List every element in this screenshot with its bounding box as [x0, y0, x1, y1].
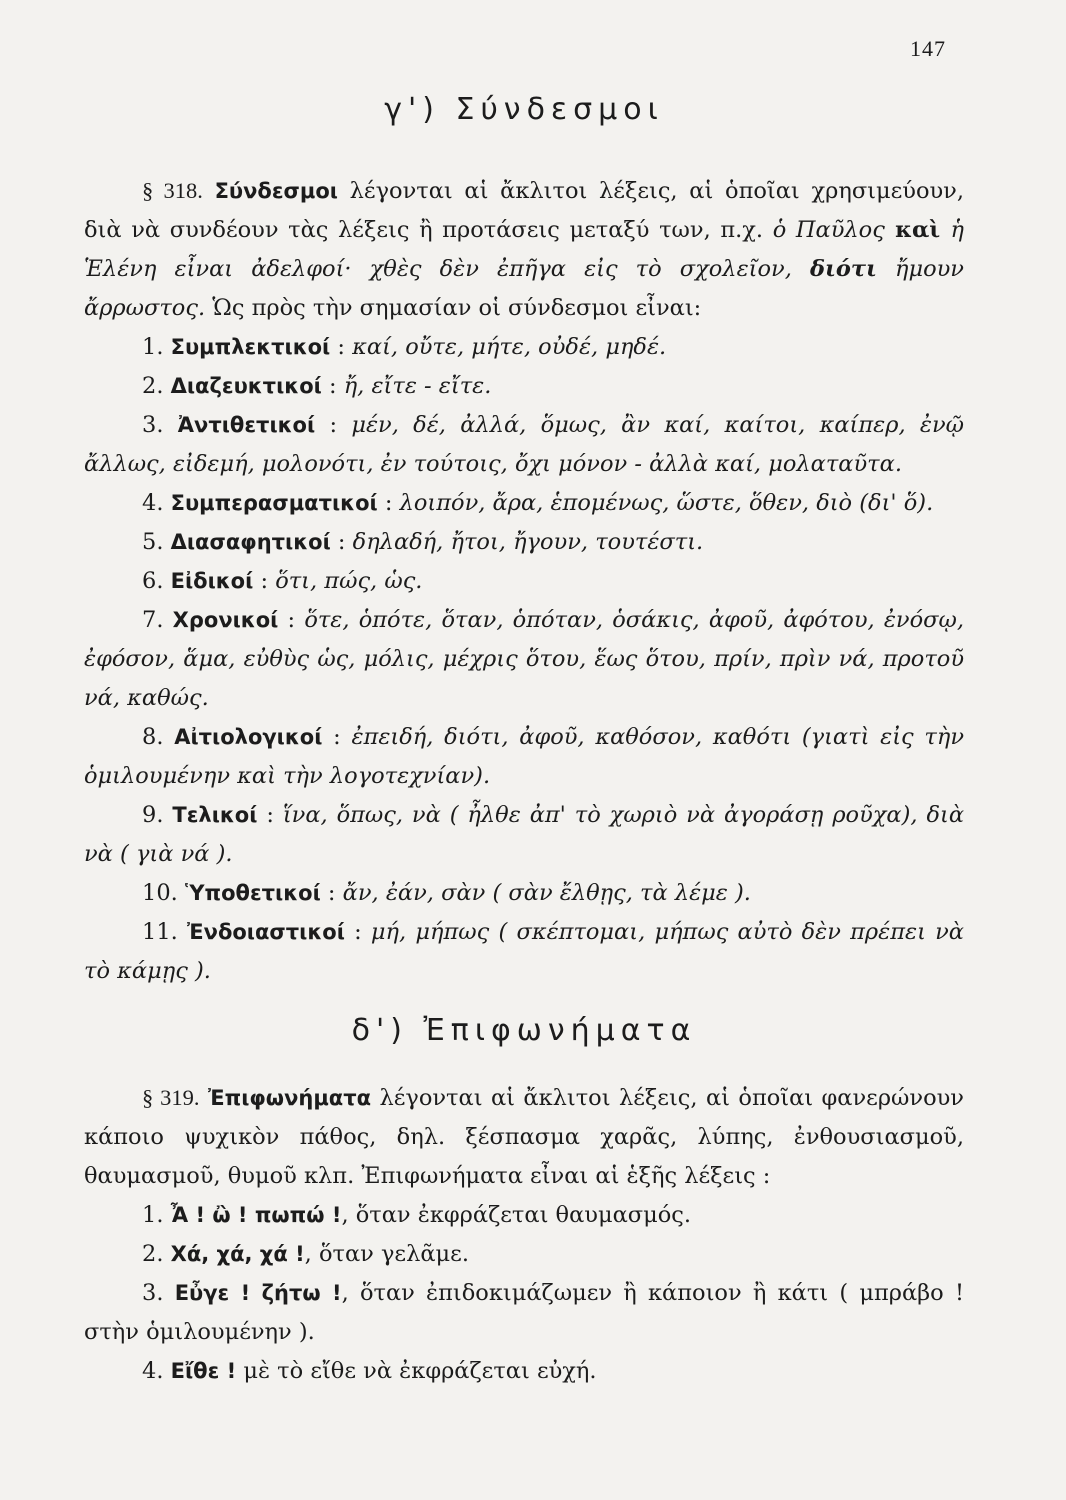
item-text: , ὅταν γελᾶμε.	[304, 1241, 469, 1267]
term: Διαζευκτικοί	[170, 374, 322, 398]
paragraph-text: λέγονται αἱ ἄκλιτοι λέξεις, αἱ ὁποῖαι φανερώνουν κάποιο ψυχικὸν πάθος, δηλ. ξέσπασμα χαρᾶς, λύπης, ἐνθουσιασμοῦ, θαυμασμοῦ, θυμοῦ κλπ. Ἐπιφωνήματα εἶναι αἱ ἑξῆς λέξεις :	[84, 1085, 964, 1189]
paragraph-text: λέγονται αἱ ἄκλιτοι λέξεις, αἱ ὁποῖαι χρησιμεύουν, διὰ νὰ συνδέουν τὰς λέξεις ἢ προτάσεις μεταξύ των, π.χ.	[84, 178, 965, 243]
paragraph-text: Ὡς πρὸς τὴν σημασίαν οἱ σύνδεσμοι εἶναι:	[205, 295, 702, 321]
list-item: 1. Συμπλεκτικοί : καί, οὔτε, μήτε, οὐδέ, μηδέ.	[142, 334, 667, 360]
term: Χά, χά, χά !	[170, 1242, 305, 1266]
term: Εἴθε !	[170, 1359, 237, 1383]
term: Ὑποθετικοί	[184, 881, 321, 905]
term-conjunctions: Σύνδεσμοι	[214, 179, 338, 203]
item-text: δηλαδή, ἤτοι, ἤγουν, τουτέστι.	[352, 529, 704, 555]
example-text: ὁ Παῦλος	[772, 217, 885, 243]
section-number: § 319.	[142, 1085, 200, 1110]
item-text: μέν, δέ, ἀλλά, ὅμως, ἂν καί, καίτοι, καίπερ, ἐνῷ ἄλλως, εἰδεμή, μολονότι, ἐν τούτοις, ὄχι μόνον - ἀλλὰ καί, μολαταῦτα.	[84, 412, 965, 477]
page-body	[84, 30, 964, 1391]
item-text: ἐπειδή, διότι, ἀφοῦ, καθόσον, καθότι (γιατὶ εἰς τὴν ὁμιλουμένην καὶ τὴν λογοτεχνίαν).	[84, 724, 964, 789]
paragraph-319	[84, 1078, 964, 1196]
term: Συμπλεκτικοί	[170, 335, 331, 359]
term: Ἀντιθετικοί	[177, 413, 316, 437]
list-item: 8. Αἰτιολογικοί : ἐπειδή, διότι, ἀφοῦ, καθόσον, καθότι (γιατὶ εἰς τὴν ὁμιλουμένην καὶ τὴν λογοτεχνίαν).	[84, 724, 964, 789]
page-number: 147	[910, 36, 946, 61]
example-text: ἤμουν ἄρρωστος.	[84, 256, 964, 321]
item-text: μὲ τὸ εἴθε νὰ ἐκφράζεται εὐχή.	[236, 1358, 597, 1384]
example-conjunction: καὶ	[884, 217, 951, 243]
term: Εἰδικοί	[170, 569, 254, 593]
example-text: ἡ Ἑλένη εἶναι ἀδελφοί· χθὲς δὲν ἐπῆγα εἰς τὸ σχολεῖον,	[84, 217, 964, 282]
term: Συμπερασματικοί	[170, 491, 378, 515]
item-text: ἄν, ἐάν, σὰν ( σὰν ἔλθῃς, τὰ λέμε ).	[342, 880, 751, 906]
list-item: 3. Εὖγε ! ζήτω !, ὅταν ἐπιδοκιμάζωμεν ἢ κάποιον ἢ κάτι ( μπράβο ! στὴν ὁμιλουμένην ).	[84, 1280, 964, 1345]
term: Τελικοί	[172, 803, 258, 827]
list-item: 4. Εἴθε ! μὲ τὸ εἴθε νὰ ἐκφράζεται εὐχή.	[142, 1358, 597, 1384]
list-item: 9. Τελικοί : ἵνα, ὅπως, νὰ ( ἦλθε ἀπ' τὸ χωριὸ νὰ ἀγοράσῃ ροῦχα), διὰ νὰ ( γιὰ νά ).	[84, 802, 965, 867]
term: Εὖγε ! ζήτω !	[174, 1281, 342, 1305]
list-item: 6. Εἰδικοί : ὅτι, πώς, ὡς.	[142, 568, 423, 594]
list-item: 10. Ὑποθετικοί : ἄν, ἐάν, σὰν ( σὰν ἔλθῃς, τὰ λέμε ).	[142, 880, 751, 906]
list-item: 5. Διασαφητικοί : δηλαδή, ἤτοι, ἤγουν, τουτέστι.	[142, 529, 704, 555]
list-item: 3. Ἀντιθετικοί : μέν, δέ, ἀλλά, ὅμως, ἂν καί, καίτοι, καίπερ, ἐνῷ ἄλλως, εἰδεμή, μολονότι, ἐν τούτοις, ὄχι μόνον - ἀλλὰ καί, μολαταῦτα.	[84, 412, 965, 477]
list-item: 2. Διαζευκτικοί : ἤ, εἴτε - εἴτε.	[142, 373, 492, 399]
term-interjections: Ἐπιφωνήματα	[207, 1086, 372, 1110]
item-text: ὅτι, πώς, ὡς.	[275, 568, 423, 594]
example-conjunction: διότι	[809, 256, 877, 282]
item-text: ἤ, εἴτε - εἴτε.	[343, 373, 492, 399]
term: Διασαφητικοί	[170, 530, 331, 554]
list-item: 4. Συμπερασματικοί : λοιπόν, ἄρα, ἑπομένως, ὥστε, ὅθεν, διὸ (δι' ὅ).	[142, 490, 934, 516]
list-item: 7. Χρονικοί : ὅτε, ὁπότε, ὅταν, ὁπόταν, ὁσάκις, ἀφοῦ, ἀφότου, ἐνόσῳ, ἐφόσον, ἅμα, εὐθὺς ὡς, μόλις, μέχρις ὅτου, ἕως ὅτου, πρίν, πρὶν νά, προτοῦ νά, καθώς.	[84, 607, 965, 711]
interjection-list	[84, 1196, 964, 1391]
item-text: ἵνα, ὅπως, νὰ ( ἦλθε ἀπ' τὸ χωριὸ νὰ ἀγοράσῃ ροῦχα), διὰ νὰ ( γιὰ νά ).	[84, 802, 965, 867]
item-text: λοιπόν, ἄρα, ἑπομένως, ὥστε, ὅθεν, διὸ (δι' ὅ).	[399, 490, 934, 516]
item-text: καί, οὔτε, μήτε, οὐδέ, μηδέ.	[352, 334, 667, 360]
paragraph-318	[84, 171, 964, 328]
term: Ἆ ! ὢ ! πωπώ !	[170, 1203, 342, 1227]
item-text: , ὅταν ἐπιδοκιμάζωμεν ἢ κάποιον ἢ κάτι ( μπράβο ! στὴν ὁμιλουμένην ).	[84, 1280, 964, 1345]
conjunction-list	[84, 328, 964, 991]
section-heading-conjunctions: γ') Σύνδεσμοι	[384, 92, 664, 127]
term: Ἐνδοιαστικοί	[187, 920, 345, 944]
term: Χρονικοί	[172, 608, 279, 632]
term: Αἰτιολογικοί	[174, 725, 323, 749]
list-item: 1. Ἆ ! ὢ ! πωπώ !, ὅταν ἐκφράζεται θαυμασμός.	[142, 1202, 692, 1228]
section-number: § 318.	[142, 178, 203, 203]
list-item: 11. Ἐνδοιαστικοί : μή, μήπως ( σκέπτομαι, μήπως αὐτὸ δὲν πρέπει νὰ τὸ κάμῃς ).	[84, 919, 964, 984]
item-text: μή, μήπως ( σκέπτομαι, μήπως αὐτὸ δὲν πρέπει νὰ τὸ κάμῃς ).	[84, 919, 964, 984]
section-heading-interjections: δ') Ἐπιφωνήματα	[351, 1013, 697, 1048]
item-text: ὅτε, ὁπότε, ὅταν, ὁπόταν, ὁσάκις, ἀφοῦ, ἀφότου, ἐνόσῳ, ἐφόσον, ἅμα, εὐθὺς ὡς, μόλις, μέχρις ὅτου, ἕως ὅτου, πρίν, πρὶν νά, προτοῦ νά, καθώς.	[84, 607, 965, 711]
item-text: , ὅταν ἐκφράζεται θαυμασμός.	[341, 1202, 692, 1228]
list-item: 2. Χά, χά, χά !, ὅταν γελᾶμε.	[142, 1241, 469, 1267]
